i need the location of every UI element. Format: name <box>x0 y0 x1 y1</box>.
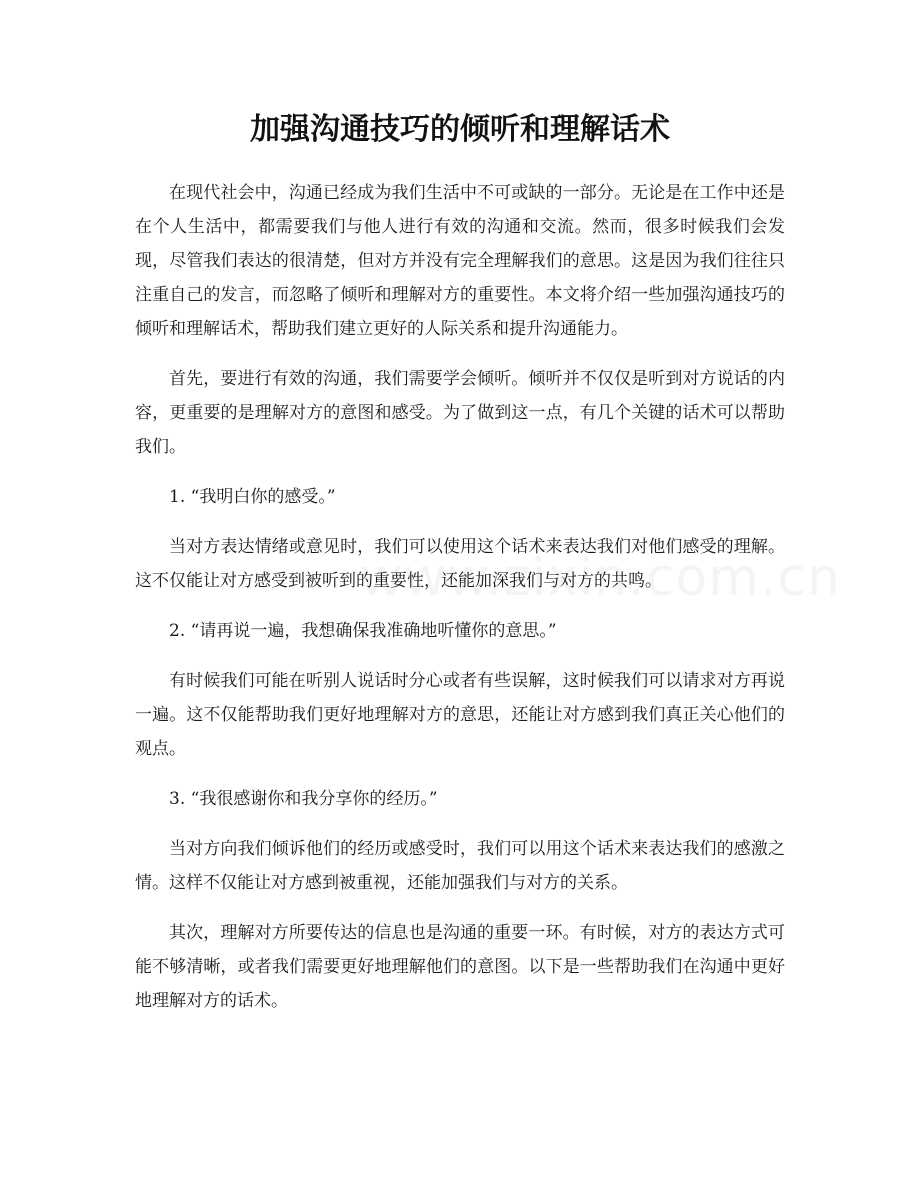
page-title: 加强沟通技巧的倾听和理解话术 <box>250 112 670 147</box>
list-item-3: 3. “我很感谢你和我分享你的经历。” <box>169 789 438 809</box>
paragraph-item-2-explanation: 有时候我们可能在听别人说话时分心或者有些误解，这时候我们可以请求对方再说一遍。这不仅能帮助我们更好地理解对方的意思，还能让对方感到我们真正关心他们的观点。 <box>135 671 785 759</box>
list-item-1: 1. “我明白你的感受。” <box>169 487 336 507</box>
paragraph-item-3-explanation: 当对方向我们倾诉他们的经历或感受时，我们可以用这个话术来表达我们的感激之情。这样不仅能让对方感到被重视，还能加强我们与对方的关系。 <box>135 839 785 893</box>
paragraph-item-1-explanation: 当对方表达情绪或意见时，我们可以使用这个话术来表达我们对他们感受的理解。这不仅能让对方感受到被听到的重要性，还能加深我们与对方的共鸣。 <box>135 537 785 591</box>
document-body <box>135 176 785 1034</box>
list-item-2: 2. “请再说一遍，我想确保我准确地听懂你的意思。” <box>169 621 557 641</box>
paragraph-listening: 首先，要进行有效的沟通，我们需要学会倾听。倾听并不仅仅是听到对方说话的内容，更重要的是理解对方的意图和感受。为了做到这一点，有几个关键的话术可以帮助我们。 <box>135 369 785 457</box>
paragraph-understanding: 其次，理解对方所要传达的信息也是沟通的重要一环。有时候，对方的表达方式可能不够清晰，或者我们需要更好地理解他们的意图。以下是一些帮助我们在沟通中更好地理解对方的话术。 <box>135 923 785 1011</box>
paragraph-intro: 在现代社会中，沟通已经成为我们生活中不可或缺的一部分。无论是在工作中还是在个人生活中，都需要我们与他人进行有效的沟通和交流。然而，很多时候我们会发现，尽管我们表达的很清楚，但对方并没有完全理解我们的意思。这是因为我们往往只注重自己的发言，而忽略了倾听和理解对方的重要性。本文将介绍一些加强沟通技巧的倾听和理解话术，帮助我们建立更好的人际关系和提升沟通能力。 <box>135 183 785 339</box>
